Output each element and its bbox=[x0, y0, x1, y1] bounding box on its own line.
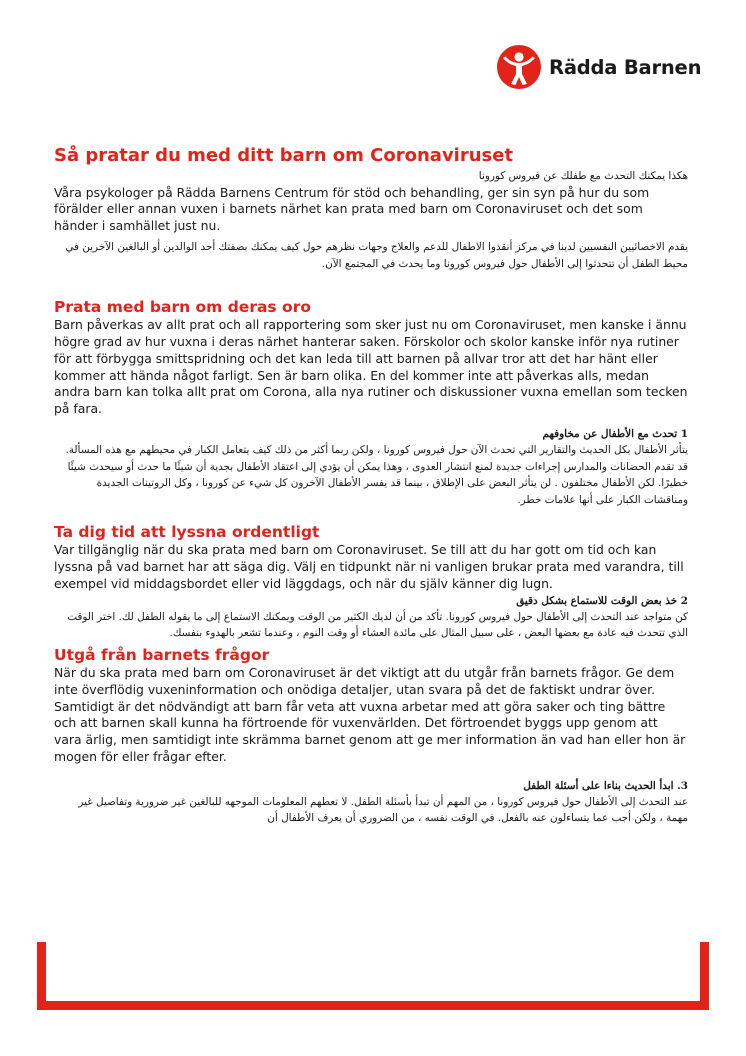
intro-text: Våra psykologer på Rädda Barnens Centrum för stöd och behandling, ger sin syn på hur du som förälder eller annan vuxen i barnets närhet kan prata med barn om Coronaviruset och det som händer i samhället just nu. bbox=[54, 184, 650, 234]
page-title: Så pratar du med ditt barn om Coronaviruset bbox=[54, 145, 514, 166]
section-heading: Ta dig tid att lyssna ordentligt bbox=[54, 523, 320, 542]
section-heading: Prata med barn om deras oro bbox=[54, 298, 311, 317]
article bbox=[54, 144, 688, 827]
section-heading-arabic: 1 تحدث مع الأطفال عن مخاوفهم bbox=[542, 427, 688, 440]
child-figure-icon bbox=[496, 44, 542, 90]
section-body-arabic: كن متواجد عند التحدث إلى الأطفال حول فيروس كورونا. تأكد من أن لديك الكثير من الوقت ويمكنك الاستماع إلى ما يقوله الطفل لك. اختر الوقت الذي تتحدث فيه عادة مع بعضها البعض ، على سبيل المثال على مائدة العشاء أو وقت النوم ، وعندما تشعر بالهدوء بنفسك. bbox=[67, 610, 688, 640]
section-body: När du ska prata med barn om Coronaviruset är det viktigt att du utgår från barnets frågor. Ge dem inte överflödig vuxeninformation och onödiga detaljer, utan svara på det de faktiskt undrar över. Samtidigt är det nödvändigt att barn får veta att vuxna arbetar med att göra saker och ting bättre och att barnen skall kunna ha förtroende för vuxenvärlden. Det förtroendet byggs upp genom att vara ärlig, men samtidigt inte skrämma barnet genom att ge mer information än vad han eller hon är mogen för eller frågar efter. bbox=[54, 664, 686, 764]
section-body-arabic: يتأثر الأطفال بكل الحديث والتقارير التي تحدث الآن حول فيروس كورونا ، ولكن ربما أكثر من ذلك كيف يتعامل الكبار في محيطهم مع هذه المسألة. قد تقدم الحضانات والمدارس إجراءات جديدة لمنع انتشار العدوى ، وهذا يمكن أن يؤدي إلى اعتقاد الأطفال بجدية أن شيئًا ما حدث أو سيحدث شيئًا خطيرًا. لكن الأطفال مختلفون . لن يتأثر البعض على الإطلاق ، بينما قد يفسر الأطفال الآخرون كل شيء عن كورونا ، وكل الروتينات الجديدة ومناقشات الكبار على أنها علامات خطر. bbox=[65, 443, 688, 506]
section-body-arabic: عند التحدث إلى الأطفال حول فيروس كورونا ، من المهم أن تبدأ بأسئلة الطفل. لا تعطهم المعلومات الموجهه للبالغين غير ضرورية وتفاصيل غير مهمة ، ولكن أجب عما يتساءلون عنه بالفعل. في الوقت نفسه ، من الضروري أن يعرف الأطفال أن bbox=[78, 795, 688, 825]
section-heading-arabic: 2 خذ بعض الوقت للاستماع بشكل دقيق bbox=[516, 594, 688, 607]
section-heading: Utgå från barnets frågor bbox=[54, 645, 270, 664]
footer-frame bbox=[37, 942, 709, 1010]
section-body: Var tillgänglig när du ska prata med barn om Coronaviruset. Se till att du har gott om tid och kan lyssna på vad barnet har att säga dig. Välj en tidpunkt när ni vanligen brukar prata med varandra, till exempel vid middagsbordet eller vid läggdags, och när du själv känner dig lugn. bbox=[54, 542, 684, 591]
section-body: Barn påverkas av allt prat och all rapportering som sker just nu om Coronaviruset, men kanske i ännu högre grad av hur vuxna i deras närhet hanterar saken. Förskolor och skolor kanske inför nya rutiner för att förbygga smittspridning och det kan leda till att barnen på allvar tror att det har hänt eller kommer att hända något farligt. Sen är barn olika. En del kommer inte att påverkas alls, medan andra barn kan tolka allt prat om Corona, alla nya rutiner och diskussioner vuxna emellan som tecken på fara. bbox=[54, 317, 688, 417]
intro-text-arabic: يقدم الاخصائيين النفسيين لدينا في مركز أنقذوا الاطفال للدعم والعلاج وجهات نظرهم حول كيف يمكنك بصفتك أحد الوالدين أو البالغين الآخرين في محيط الطفل أن تتحدثوا إلى الأطفال حول فيروس كورونا وما يحدث في المجتمع الآن. bbox=[65, 240, 688, 270]
page-title-arabic: هكذا يمكنك التحدث مع طفلك عن فيروس كورونا bbox=[478, 170, 688, 182]
brand-name: Rädda Barnen bbox=[549, 55, 702, 79]
section-heading-arabic: 3. ابدأ الحديث بناءا على أسئلة الطفل bbox=[523, 779, 688, 792]
brand-logo bbox=[496, 44, 701, 90]
